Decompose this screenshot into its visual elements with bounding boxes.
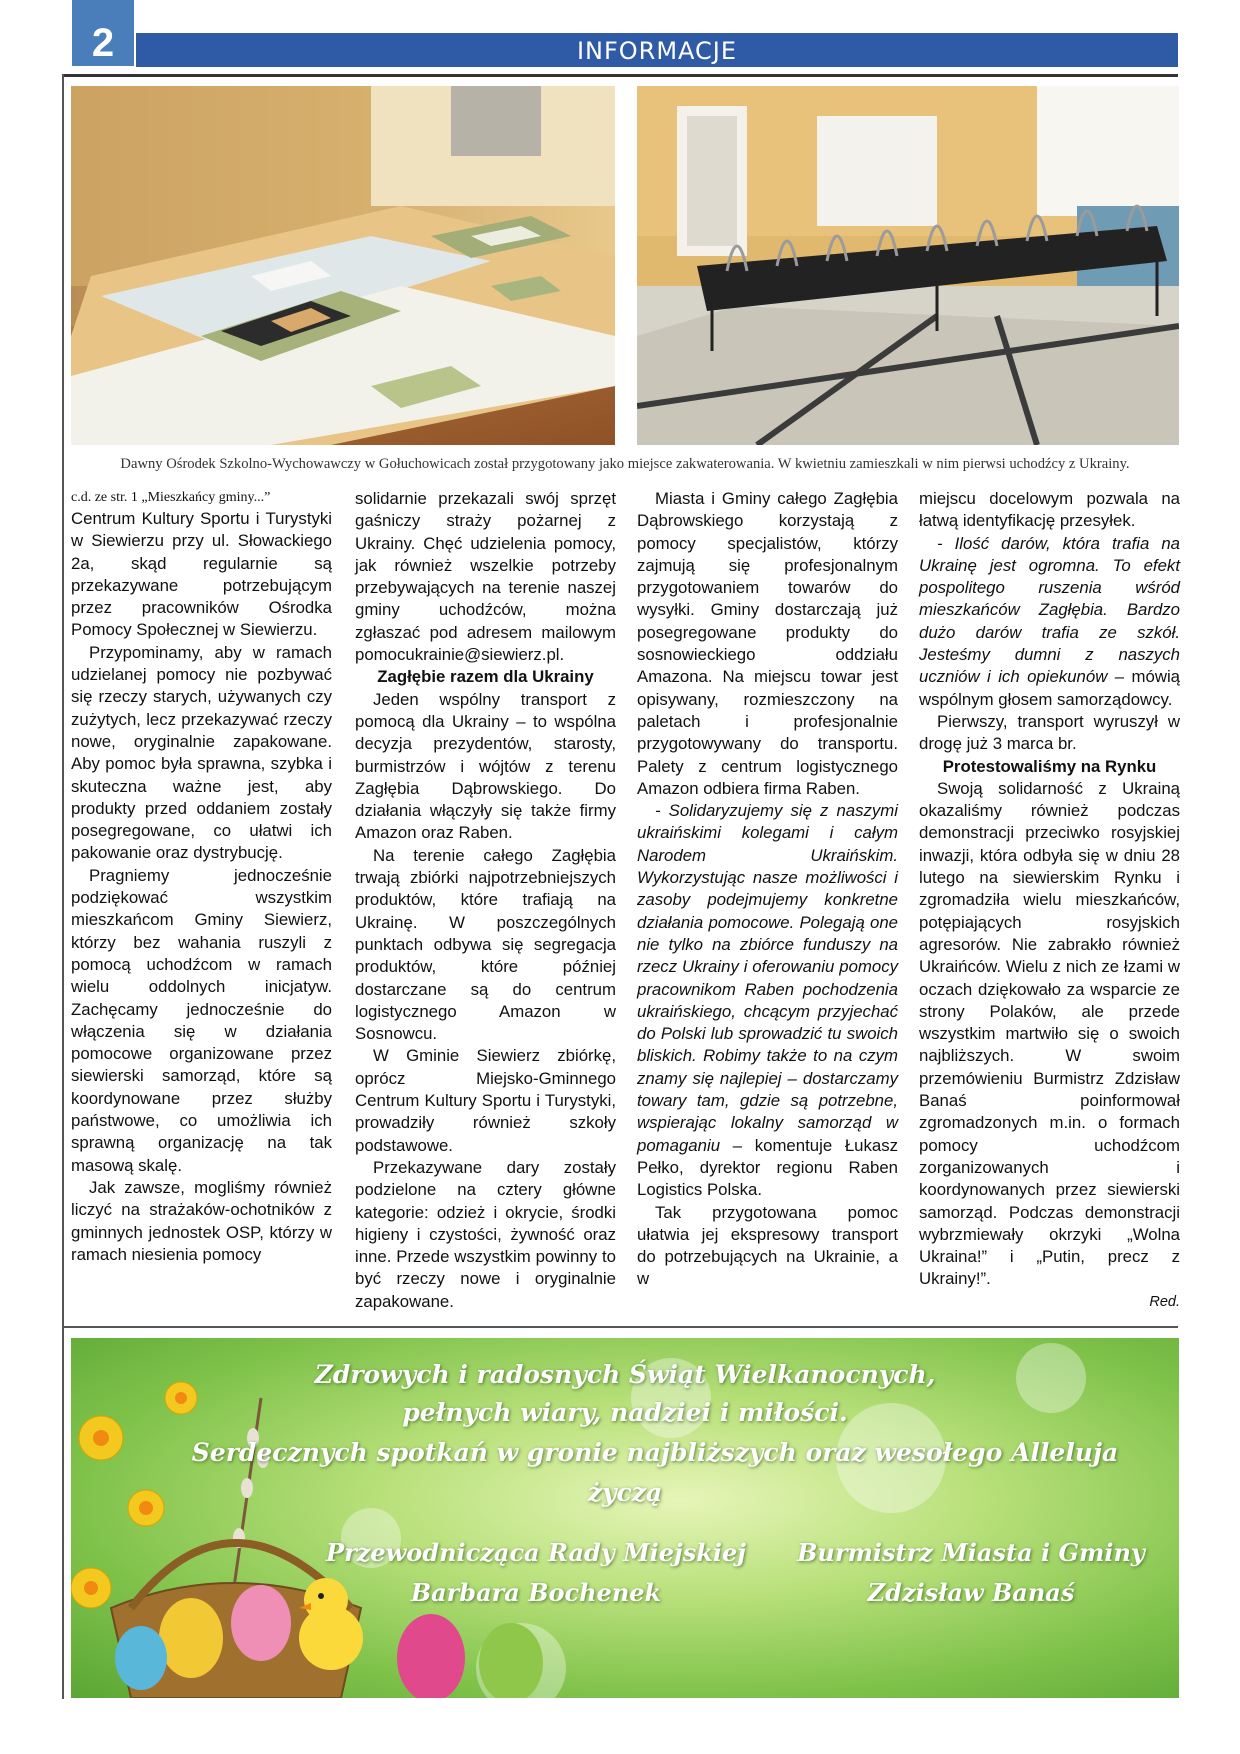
paragraph: Pragniemy jednocześnie podziękować wszystkim mieszkańcom Gminy Siewierz, którzy bez wahania ruszyli z pomocą uchodźcom w ramach wielu oddolnych inicjatyw. Zachęcamy jednocześnie do włączenia się w działania pomocowe organizowane przez siewierski samorząd, które są koordynowane przez służby państwowe, co umożliwia ich sprawną organizację na tak masową skalę. — [71, 865, 332, 1175]
quote-text: - Ilość darów, która trafia na Ukrainę jest ogromna. To efekt pospolitego ruszenia wśród mieszkańców Zagłębia. Bardzo dużo darów trafia ze szkół. Jesteśmy dumni z naszych uczniów i ich opiekunów — [919, 533, 1180, 687]
signatory-title-right: Burmistrz Miasta i Gminy — [797, 1538, 1145, 1567]
paragraph: solidarnie przekazali swój sprzęt gaśniczy straży pożarnej z Ukrainy. Chęć udzielenia pomocy, jak również wszelkie potrzeby przebywających na terenie naszej gminy uchodźców, można zgłaszać pod adresem mailowym pomocukrainie@siewierz.pl. — [355, 489, 616, 665]
paragraph: Na terenie całego Zagłębia trwają zbiórki najpotrzebniejszych produktów, które trafiają na Ukrainę. W poszczególnych punktach odbywa się segregacja produktów, które później dostarczane są do centrum logistycznego Amazon w Sosnowcu. — [355, 845, 616, 1044]
page-number: 2 — [72, 0, 134, 66]
greeting-line: życzą — [587, 1478, 663, 1507]
greeting-line: Serdecznych spotkań w gronie najbliższych oraz wesołego Alleluja — [191, 1438, 1119, 1467]
paragraph: Pierwszy, transport wyruszył w drogę już 3 marca br. — [919, 711, 1180, 754]
article-column-2 — [355, 488, 616, 1313]
header-rule — [62, 74, 1178, 77]
quote-attribution: – mówią wspólnym głosem samorządowcy. — [919, 667, 1181, 709]
easter-greeting-banner — [71, 1338, 1179, 1698]
section-heading: Protestowaliśmy na Rynku — [942, 756, 1157, 776]
paragraph: Jeden wspólny transport z pomocą dla Ukrainy – to wspólna decyzja prezydentów, starosty, burmistrzów i wójtów z terenu Zagłębia Dąbrowskiego. Do działania włączyły się także firmy Amazon oraz Raben. — [355, 689, 616, 843]
photo-caption: Dawny Ośrodek Szkolno-Wychowawczy w Gołuchowicach został przygotowany jako miejsce zakwaterowania. W kwietniu zamieszkali w nim pierwsi uchodźcy z Ukrainy. — [120, 456, 1130, 472]
greeting-line: Zdrowych i radosnych Świąt Wielkanocnych, — [314, 1360, 936, 1389]
signatory-name-left: Barbara Bochenek — [410, 1578, 662, 1607]
section-heading: Zagłębie razem dla Ukrainy — [377, 667, 594, 687]
signature: Red. — [1149, 1293, 1180, 1310]
signatory-name-right: Zdzisław Banaś — [867, 1578, 1075, 1607]
article-column-3 — [637, 488, 898, 1291]
paragraph: Swoją solidarność z Ukrainą okazaliśmy również podczas demonstracji przeciwko rosyjskiej inwazji, która odbyła się w dniu 28 lutego na siewierskim Rynku i zgromadziła wielu mieszkańców, potępiających rosyjskich agresorów. Nie zabrakło również Ukraińców. Wielu z nich ze łzami w oczach dziękowało za wsparcie ze strony Polaków, ale przede wszystkim martwiło się o swoich najbliższych. W swoim przemówieniu Burmistrz Zdzisław Banaś poinformował zgromadzonych m.in. o formach pomocy uchodźcom zorganizowanych i koordynowanych przez siewierski samorząd. Podczas demonstracji wybrzmiewały okrzyki „Wolna Ukraina!” i „Putin, precz z Ukrainy!”. — [919, 778, 1180, 1289]
quote-paragraph — [637, 800, 898, 1201]
section-header: INFORMACJE — [136, 33, 1178, 67]
quote-paragraph — [919, 533, 1180, 711]
left-rule — [62, 74, 64, 1699]
dining-hall-photo — [637, 86, 1179, 445]
easter-decoration — [71, 1338, 1179, 1698]
article-column-4 — [919, 488, 1180, 1313]
paragraph: Przypominamy, aby w ramach udzielanej pomocy nie pozbywać się rzeczy starych, używanych czy zużytych, lecz przekazywać rzeczy nowe, oryginalnie zapakowane. Aby pomoc była sprawna, szybka i skuteczna ważne jest, aby produkty przed oddaniem zostały posegregowane, co ułatwi ich pakowanie oraz dystrybucję. — [71, 642, 332, 863]
continuation-note: c.d. ze str. 1 „Mieszkańcy gminy...” — [71, 490, 271, 505]
paragraph: Jak zawsze, mogliśmy również liczyć na strażaków-ochotników z gminnych jednostek OSP, którzy w ramach niesienia pomocy — [71, 1177, 332, 1264]
section-divider — [62, 1326, 1178, 1328]
paragraph: Centrum Kultury Sportu i Turystyki w Siewierzu przy ul. Słowackiego 2a, skąd regularnie są przekazywane potrzebującym przez pracowników Ośrodka Pomocy Społecznej w Siewierzu. — [71, 509, 332, 640]
paragraph: Przekazywane dary zostały podzielone na cztery główne kategorie: odzież i okrycie, środki higieny i czystości, żywność oraz inne. Przede wszystkim powinny to być rzeczy nowe i oryginalnie zapakowane. — [355, 1157, 616, 1311]
paragraph: miejscu docelowym pozwala na łatwą identyfikację przesyłek. — [919, 489, 1180, 531]
greeting-line: pełnych wiary, nadziei i miłości. — [402, 1398, 848, 1427]
quote-attribution: – komentuje Łukasz Pełko, dyrektor regionu Raben Logistics Polska. — [637, 1135, 898, 1200]
paragraph: Tak przygotowana pomoc ułatwia jej ekspresowy transport do potrzebujących na Ukrainie, a w — [637, 1202, 898, 1289]
article-column-1 — [71, 488, 332, 1266]
signatory-title-left: Przewodnicząca Rady Miejskiej — [326, 1538, 746, 1567]
paragraph: W Gminie Siewierz zbiórkę, oprócz Miejsko-Gminnego Centrum Kultury Sportu i Turystyki, prowadziły również szkoły podstawowe. — [355, 1046, 616, 1155]
paragraph: Miasta i Gminy całego Zagłębia Dąbrowskiego korzystają z pomocy specjalistów, którzy zajmują się profesjonalnym przygotowaniem towarów do wysyłki. Gminy dostarczają już posegregowane produkty do sosnowieckiego oddziału Amazona. Na miejscu towar jest opisywany, rozmieszczony na paletach i profesjonalnie przygotowywany do transportu. Palety z centrum logistycznego Amazon odbiera firma Raben. — [637, 489, 898, 798]
dormitory-beds-photo — [71, 86, 615, 445]
quote-text: - Solidaryzujemy się z naszymi ukraińskimi kolegami i całym Narodem Ukraińskim. Wykorzystując nasze możliwości i zasoby podejmujemy konkretne działania pomocowe. Polegają one nie tylko na zbiórce funduszy na rzecz Ukrainy i oferowaniu pomocy pracownikom Raben pochodzenia ukraińskiego, chcącym przyjechać do Polski lub sprowadzić tu swoich bliskich. Robimy także to na czym znamy się najlepiej – dostarczamy towary tam, gdzie są potrzebne, wspierając lokalny samorząd w pomaganiu — [637, 801, 898, 1155]
